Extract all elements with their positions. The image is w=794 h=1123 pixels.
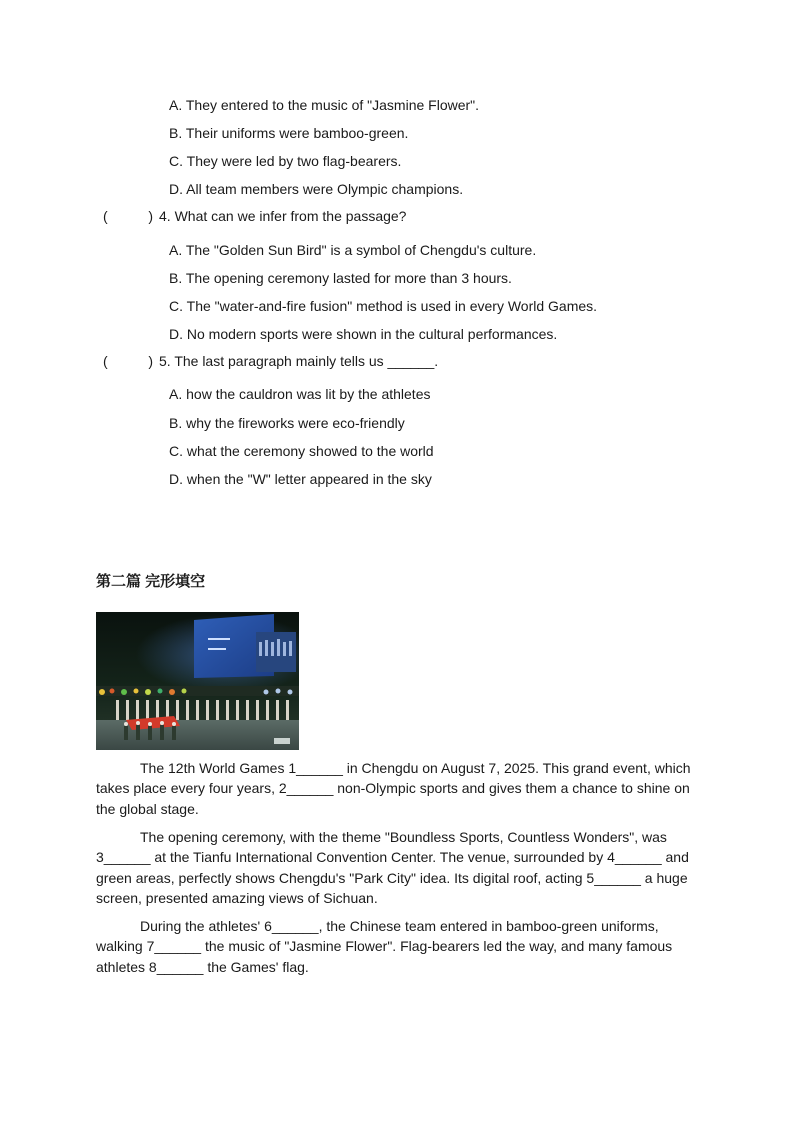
q3-option-d: D. All team members were Olympic champions. [169,181,464,197]
q5-option-b: B. why the fireworks were eco-friendly [169,415,405,431]
q3-option-a: A. They entered to the music of "Jasmine Flower". [169,97,480,113]
q4-option-b: B. The opening ceremony lasted for more than 3 hours. [169,270,512,286]
q3-option-c: C. They were led by two flag-bearers. [169,153,402,169]
answer-paren-open: ( [103,353,108,369]
q4-option-d: D. No modern sports were shown in the cultural performances. [169,326,558,342]
question-4 [103,207,406,225]
answer-paren-open: ( [103,208,108,224]
q5-option-d: D. when the "W" letter appeared in the sky [169,471,432,487]
q5-option-a: A. how the cauldron was lit by the athletes [169,386,431,402]
passage-paragraph-2 [96,827,696,908]
passage-paragraph-3 [96,916,696,977]
q4-option-c: C. The "water-and-fire fusion" method is used in every World Games. [169,298,598,314]
section-heading: 第二篇 完形填空 [96,573,206,590]
question-5 [103,352,438,370]
passage-paragraph-1 [96,758,696,819]
answer-paren-close: ) [148,353,153,369]
question-4-text: 4. What can we infer from the passage? [159,208,407,224]
paragraph-text: During the athletes' 6______, the Chinese team entered in bamboo-green uniforms, walking 7______ the music of "Jasmine Flower". Flag-bearers led the way, and many famous athletes 8______ the Games' flag. [96,918,673,975]
question-5-text: 5. The last paragraph mainly tells us ______. [159,353,439,369]
q5-option-c: C. what the ceremony showed to the world [169,443,434,459]
q3-option-b: B. Their uniforms were bamboo-green. [169,125,409,141]
paragraph-text: The opening ceremony, with the theme "Boundless Sports, Countless Wonders", was 3______ at the Tianfu International Convention Center. The venue, surrounded by 4______ and green areas, perfectly shows Chengdu's "Park City" idea. Its digital roof, acting 5______ a huge screen, presented amazing views of Sichuan. [96,829,689,906]
paragraph-text: The 12th World Games 1______ in Chengdu on August 7, 2025. This grand event, which takes place every four years, 2______ non-Olympic sports and gives them a chance to shine on the global stage. [96,760,691,817]
q4-option-a: A. The "Golden Sun Bird" is a symbol of Chengdu's culture. [169,242,537,258]
ceremony-photo [96,612,299,750]
answer-paren-close: ) [148,208,153,224]
